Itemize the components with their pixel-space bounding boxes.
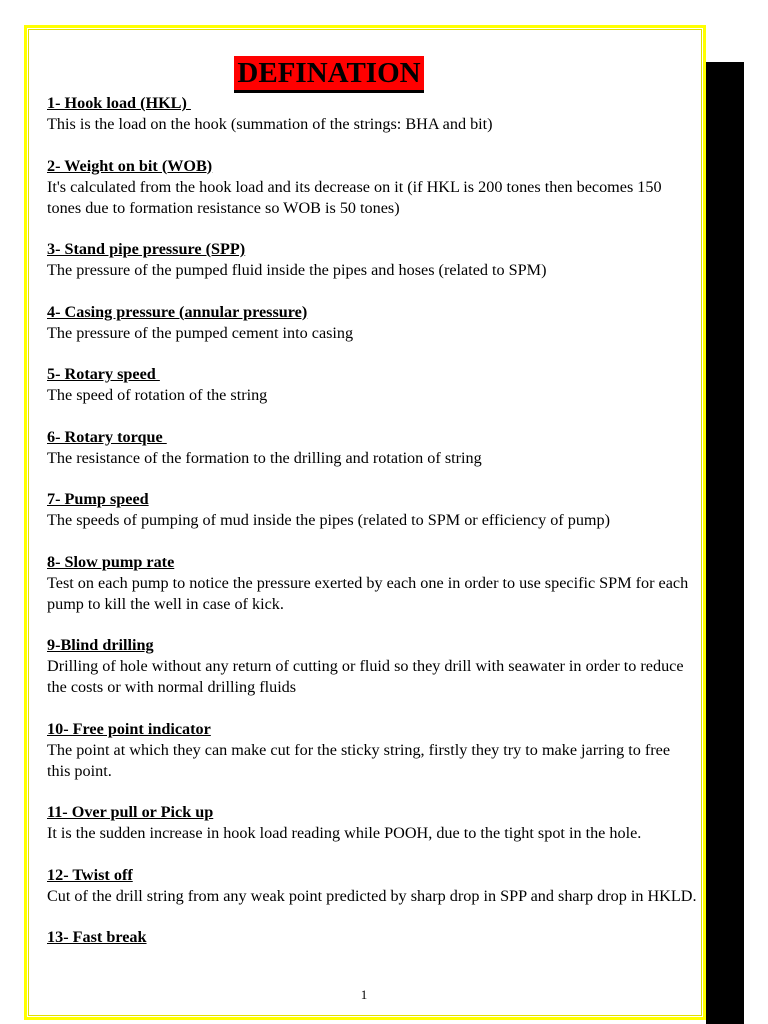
definition-text: The speeds of pumping of mud inside the pipes (related to SPM or efficiency of pump) <box>47 511 610 529</box>
definition-text: Test on each pump to notice the pressure exerted by each one in order to use specific SPM for each pump to kill the well in case of kick. <box>47 573 689 613</box>
definition-text: The pressure of the pumped cement into casing <box>47 323 354 342</box>
page-number: 1 <box>360 987 368 1002</box>
definition-heading: 5- Rotary speed <box>47 365 160 383</box>
definition-heading: 1- Hook load (HKL) <box>47 94 191 112</box>
definition-entry <box>47 927 697 948</box>
definition-heading: 12- Twist off <box>47 865 133 884</box>
definition-heading: 2- Weight on bit (WOB) <box>47 156 213 175</box>
definition-heading: 8- Slow pump rate <box>47 552 175 571</box>
definition-text: Cut of the drill string from any weak point predicted by sharp drop in SPP and sharp drop in HKLD. <box>47 886 697 905</box>
document-body <box>47 56 697 969</box>
definition-entry <box>47 865 697 907</box>
definition-entry <box>47 719 697 782</box>
definition-entry <box>47 364 697 406</box>
definition-heading: 4- Casing pressure (annular pressure) <box>47 302 308 321</box>
definition-entry <box>47 427 697 469</box>
definition-text: This is the load on the hook (summation of the strings: BHA and bit) <box>47 115 493 133</box>
definition-text: The point at which they can make cut for the sticky string, firstly they try to make jarring to free this point. <box>47 740 671 780</box>
title-container <box>0 56 728 93</box>
definition-heading: 3- Stand pipe pressure (SPP) <box>47 240 246 258</box>
definition-text: It's calculated from the hook load and its decrease on it (if HKL is 200 tones then becomes 150 tones due to formation resistance so WOB is 50 tones) <box>47 177 662 217</box>
definition-heading: 7- Pump speed <box>47 490 149 508</box>
definition-heading: 11- Over pull or Pick up <box>47 803 214 821</box>
definition-entry <box>47 635 697 698</box>
definition-list <box>47 93 697 948</box>
definition-heading: 13- Fast break <box>47 928 147 946</box>
definition-heading: 6- Rotary torque <box>47 427 167 446</box>
page-title: DEFINATION <box>234 56 423 93</box>
definition-text: The resistance of the formation to the drilling and rotation of string <box>47 448 482 467</box>
definition-heading: 9-Blind drilling <box>47 636 154 654</box>
definition-heading: 10- Free point indicator <box>47 719 211 738</box>
definition-entry <box>47 93 697 135</box>
definition-entry <box>47 489 697 531</box>
definition-entry <box>47 802 697 844</box>
definition-entry <box>47 156 697 219</box>
page-shadow <box>706 62 744 1024</box>
definition-entry <box>47 552 697 615</box>
definition-entry <box>47 302 697 344</box>
definition-text: It is the sudden increase in hook load reading while POOH, due to the tight spot in the hole. <box>47 824 642 842</box>
definition-text: Drilling of hole without any return of cutting or fluid so they drill with seawater in order to reduce the costs or with normal drilling fluids <box>47 657 684 696</box>
definition-text: The pressure of the pumped fluid inside the pipes and hoses (related to SPM) <box>47 261 547 279</box>
definition-entry <box>47 239 697 281</box>
definition-text: The speed of rotation of the string <box>47 386 268 404</box>
